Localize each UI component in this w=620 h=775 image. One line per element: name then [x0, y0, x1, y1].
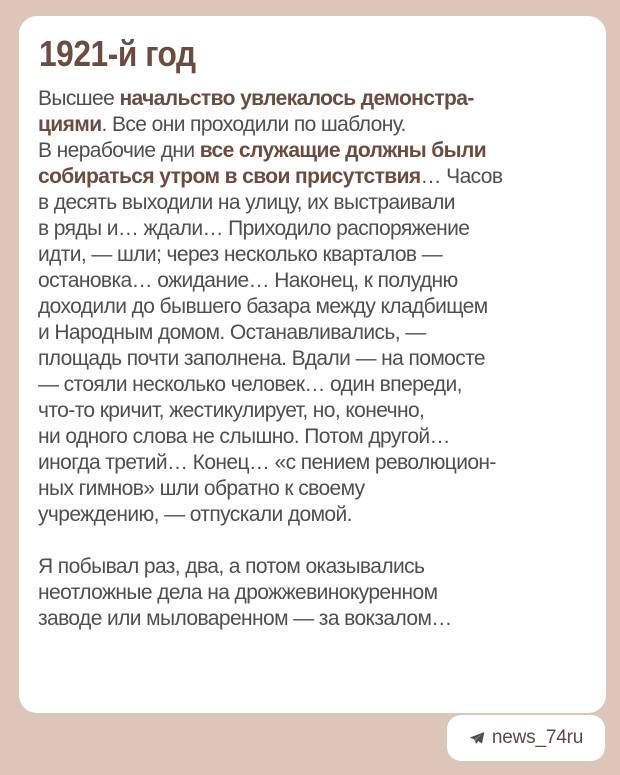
text-line — [38, 554, 603, 580]
body-text: доходили до бывшего базара между кладбищем — [38, 295, 488, 318]
article-card — [19, 16, 606, 713]
body-text: В нерабочие дни — [38, 139, 200, 162]
paragraph-1 — [38, 86, 603, 528]
text-line — [38, 346, 603, 372]
text-line — [38, 424, 603, 450]
text-line — [38, 242, 603, 268]
text-line — [38, 580, 603, 606]
text-line — [38, 606, 603, 632]
paragraph-2 — [38, 554, 603, 632]
highlight-text: собираться утром в свои присутствия — [38, 165, 421, 188]
text-line — [38, 372, 603, 398]
text-line — [38, 164, 603, 190]
body-text: площадь почти заполнена. Вдали — на помосте — [38, 347, 486, 370]
text-line — [38, 320, 603, 346]
text-line — [38, 112, 603, 138]
text-line — [38, 190, 603, 216]
body-text: и Народным домом. Останавливались, — — [38, 321, 426, 344]
body-text: учреждению, — отпускали домой. — [38, 503, 352, 526]
body-text: ных гимнов» шли обратно к своему — [38, 477, 365, 500]
text-line — [38, 294, 603, 320]
text-line — [38, 450, 603, 476]
body-text: в десять выходили на улицу, их выстраивали — [38, 191, 455, 214]
text-line — [38, 502, 603, 528]
highlight-text: все служащие должны были — [199, 139, 487, 162]
text-line — [38, 86, 603, 112]
telegram-icon — [469, 731, 485, 745]
highlight-text: начальство увлекалось демонстра- — [119, 87, 474, 110]
text-line — [38, 268, 603, 294]
body-text: неотложные дела на дрожжевинокуренном — [38, 581, 438, 604]
body-text: . Все они проходили по шаблону. — [101, 113, 406, 136]
text-line — [38, 216, 603, 242]
body-text: — стояли несколько человек… один впереди, — [38, 373, 462, 396]
article-title: 1921-й год — [39, 33, 196, 74]
body-text: Я побывал раз, два, а потом оказывались — [38, 555, 425, 578]
text-line — [38, 138, 603, 164]
body-text: Высшее — [38, 87, 120, 110]
highlight-text: циями — [38, 113, 102, 136]
body-text: в ряды и… ждали… Приходило распоряжение — [38, 217, 470, 240]
body-text: … Часов — [420, 165, 503, 188]
text-line — [38, 476, 603, 502]
body-text: идти, — шли; через несколько кварталов — — [38, 243, 443, 266]
source-badge[interactable] — [447, 715, 605, 761]
body-text: ни одного слова не слышно. Потом другой… — [38, 425, 450, 448]
article-text — [38, 86, 603, 632]
body-text: остановка… ожидание… Наконец, к полудню — [38, 269, 458, 292]
text-line — [38, 398, 603, 424]
body-text: иногда третий… Конец… «с пением революцион- — [38, 451, 496, 474]
body-text: что-то кричит, жестикулирует, но, конечно, — [38, 399, 425, 422]
source-label: news_74ru — [491, 727, 584, 748]
body-text: заводе или мыловаренном — за вокзалом… — [38, 607, 452, 630]
